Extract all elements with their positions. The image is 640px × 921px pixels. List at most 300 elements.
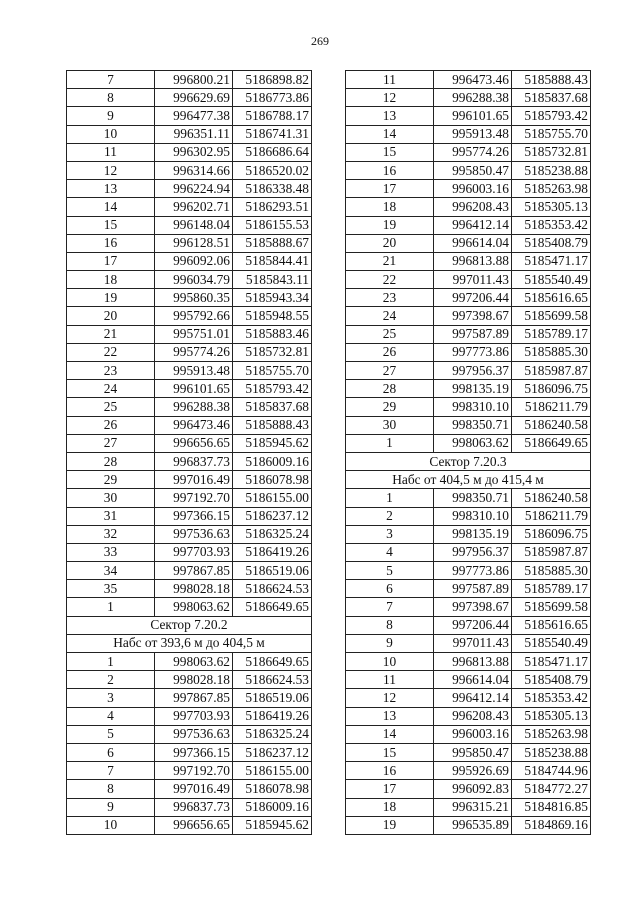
- point-number-cell: 14: [346, 125, 434, 143]
- table-row: [346, 143, 591, 161]
- table-row: [346, 616, 591, 634]
- point-number-cell: 14: [346, 725, 434, 743]
- y-coordinate-cell: 5185263.98: [512, 180, 591, 198]
- table-row: [67, 343, 312, 361]
- point-number-cell: 20: [346, 234, 434, 252]
- y-coordinate-cell: 5184869.16: [512, 816, 591, 834]
- x-coordinate-cell: 996813.88: [434, 252, 512, 270]
- table-row: [346, 525, 591, 543]
- y-coordinate-cell: 5185471.17: [512, 653, 591, 671]
- table-row: [67, 89, 312, 107]
- table-row: [67, 489, 312, 507]
- table-row: [67, 598, 312, 616]
- table-row: [67, 107, 312, 125]
- y-coordinate-cell: 5186325.24: [233, 725, 312, 743]
- point-number-cell: 13: [346, 107, 434, 125]
- y-coordinate-cell: 5184744.96: [512, 762, 591, 780]
- y-coordinate-cell: 5186686.64: [233, 143, 312, 161]
- x-coordinate-cell: 995850.47: [434, 161, 512, 179]
- point-number-cell: 12: [67, 161, 155, 179]
- x-coordinate-cell: 997206.44: [434, 289, 512, 307]
- table-row: [67, 416, 312, 434]
- x-coordinate-cell: 996412.14: [434, 689, 512, 707]
- point-number-cell: 4: [346, 543, 434, 561]
- x-coordinate-cell: 996148.04: [155, 216, 233, 234]
- point-number-cell: 2: [67, 671, 155, 689]
- table-row: [346, 434, 591, 452]
- x-coordinate-cell: 998135.19: [434, 525, 512, 543]
- point-number-cell: 7: [67, 762, 155, 780]
- point-number-cell: 5: [346, 562, 434, 580]
- x-coordinate-cell: 997011.43: [434, 271, 512, 289]
- x-coordinate-cell: 996629.69: [155, 89, 233, 107]
- y-coordinate-cell: 5185793.42: [512, 107, 591, 125]
- x-coordinate-cell: 997587.89: [434, 325, 512, 343]
- table-row: [67, 580, 312, 598]
- table-row: [67, 725, 312, 743]
- x-coordinate-cell: 996302.95: [155, 143, 233, 161]
- y-coordinate-cell: 5186155.00: [233, 489, 312, 507]
- x-coordinate-cell: 996208.43: [434, 198, 512, 216]
- point-number-cell: 7: [346, 598, 434, 616]
- point-number-cell: 20: [67, 307, 155, 325]
- point-number-cell: 9: [67, 798, 155, 816]
- point-number-cell: 27: [67, 434, 155, 452]
- x-coordinate-cell: 996473.46: [434, 71, 512, 89]
- y-coordinate-cell: 5185408.79: [512, 671, 591, 689]
- table-row: [67, 707, 312, 725]
- point-number-cell: 12: [346, 89, 434, 107]
- y-coordinate-cell: 5186096.75: [512, 525, 591, 543]
- x-coordinate-cell: 996101.65: [155, 380, 233, 398]
- y-coordinate-cell: 5185305.13: [512, 198, 591, 216]
- table-row: [346, 343, 591, 361]
- x-coordinate-cell: 997366.15: [155, 507, 233, 525]
- x-coordinate-cell: 995913.48: [155, 362, 233, 380]
- table-row: [67, 452, 312, 470]
- table-row: [67, 798, 312, 816]
- point-number-cell: 33: [67, 543, 155, 561]
- table-row: [346, 216, 591, 234]
- table-row: [67, 71, 312, 89]
- x-coordinate-cell: 996473.46: [155, 416, 233, 434]
- x-coordinate-cell: 996535.89: [434, 816, 512, 834]
- table-row: [346, 107, 591, 125]
- table-row: [346, 798, 591, 816]
- point-number-cell: 31: [67, 507, 155, 525]
- table-row: [346, 198, 591, 216]
- sector-title: Сектор 7.20.3: [346, 452, 591, 470]
- point-number-cell: 23: [346, 289, 434, 307]
- x-coordinate-cell: 996351.11: [155, 125, 233, 143]
- coordinates-table-right: [345, 70, 591, 835]
- x-coordinate-cell: 998063.62: [434, 434, 512, 452]
- point-number-cell: 13: [67, 180, 155, 198]
- y-coordinate-cell: 5185943.34: [233, 289, 312, 307]
- coordinates-table-left: [66, 70, 312, 835]
- table-row: [67, 543, 312, 561]
- point-number-cell: 1: [67, 598, 155, 616]
- x-coordinate-cell: 996092.06: [155, 252, 233, 270]
- table-row: [67, 471, 312, 489]
- point-number-cell: 24: [67, 380, 155, 398]
- y-coordinate-cell: 5186898.82: [233, 71, 312, 89]
- x-coordinate-cell: 997773.86: [434, 562, 512, 580]
- y-coordinate-cell: 5186338.48: [233, 180, 312, 198]
- table-row: [67, 762, 312, 780]
- section-header-row: [346, 471, 591, 489]
- x-coordinate-cell: 997773.86: [434, 343, 512, 361]
- x-coordinate-cell: 997956.37: [434, 543, 512, 561]
- point-number-cell: 14: [67, 198, 155, 216]
- point-number-cell: 12: [346, 689, 434, 707]
- table-row: [346, 89, 591, 107]
- y-coordinate-cell: 5185305.13: [512, 707, 591, 725]
- y-coordinate-cell: 5185837.68: [512, 89, 591, 107]
- y-coordinate-cell: 5185789.17: [512, 580, 591, 598]
- x-coordinate-cell: 997587.89: [434, 580, 512, 598]
- point-number-cell: 22: [67, 343, 155, 361]
- y-coordinate-cell: 5185699.58: [512, 307, 591, 325]
- x-coordinate-cell: 996101.65: [434, 107, 512, 125]
- y-coordinate-cell: 5185945.62: [233, 816, 312, 834]
- y-coordinate-cell: 5185540.49: [512, 634, 591, 652]
- table-row: [67, 125, 312, 143]
- point-number-cell: 35: [67, 580, 155, 598]
- y-coordinate-cell: 5186009.16: [233, 452, 312, 470]
- point-number-cell: 11: [346, 671, 434, 689]
- table-row: [346, 816, 591, 834]
- table-row: [346, 725, 591, 743]
- x-coordinate-cell: 996288.38: [155, 398, 233, 416]
- point-number-cell: 6: [346, 580, 434, 598]
- x-coordinate-cell: 997011.43: [434, 634, 512, 652]
- y-coordinate-cell: 5186325.24: [233, 525, 312, 543]
- y-coordinate-cell: 5186649.65: [233, 653, 312, 671]
- table-row: [67, 525, 312, 543]
- point-number-cell: 28: [67, 452, 155, 470]
- point-number-cell: 15: [346, 143, 434, 161]
- point-number-cell: 17: [346, 180, 434, 198]
- x-coordinate-cell: 998135.19: [434, 380, 512, 398]
- x-coordinate-cell: 995774.26: [434, 143, 512, 161]
- x-coordinate-cell: 996288.38: [434, 89, 512, 107]
- table-row: [346, 234, 591, 252]
- table-row: [346, 489, 591, 507]
- point-number-cell: 3: [346, 525, 434, 543]
- point-number-cell: 3: [67, 689, 155, 707]
- x-coordinate-cell: 997956.37: [434, 362, 512, 380]
- table-row: [67, 434, 312, 452]
- table-row: [346, 562, 591, 580]
- point-number-cell: 7: [67, 71, 155, 89]
- y-coordinate-cell: 5186624.53: [233, 580, 312, 598]
- table-row: [346, 598, 591, 616]
- y-coordinate-cell: 5185353.42: [512, 689, 591, 707]
- point-number-cell: 6: [67, 743, 155, 761]
- table-row: [346, 653, 591, 671]
- x-coordinate-cell: 998063.62: [155, 598, 233, 616]
- y-coordinate-cell: 5186009.16: [233, 798, 312, 816]
- table-row: [346, 398, 591, 416]
- y-coordinate-cell: 5186419.26: [233, 707, 312, 725]
- x-coordinate-cell: 996800.21: [155, 71, 233, 89]
- y-coordinate-cell: 5185843.11: [233, 271, 312, 289]
- y-coordinate-cell: 5186078.98: [233, 780, 312, 798]
- table-row: [67, 743, 312, 761]
- y-coordinate-cell: 5185755.70: [512, 125, 591, 143]
- y-coordinate-cell: 5186237.12: [233, 507, 312, 525]
- sector-subtitle: Набс от 393,6 м до 404,5 м: [67, 634, 312, 652]
- y-coordinate-cell: 5186096.75: [512, 380, 591, 398]
- y-coordinate-cell: 5186211.79: [512, 507, 591, 525]
- y-coordinate-cell: 5185408.79: [512, 234, 591, 252]
- x-coordinate-cell: 996034.79: [155, 271, 233, 289]
- table-row: [346, 125, 591, 143]
- y-coordinate-cell: 5185844.41: [233, 252, 312, 270]
- point-number-cell: 25: [67, 398, 155, 416]
- x-coordinate-cell: 996315.21: [434, 798, 512, 816]
- x-coordinate-cell: 997703.93: [155, 543, 233, 561]
- y-coordinate-cell: 5185238.88: [512, 743, 591, 761]
- table-row: [67, 198, 312, 216]
- point-number-cell: 19: [346, 816, 434, 834]
- point-number-cell: 10: [346, 653, 434, 671]
- point-number-cell: 9: [67, 107, 155, 125]
- y-coordinate-cell: 5185789.17: [512, 325, 591, 343]
- point-number-cell: 17: [67, 252, 155, 270]
- section-header-row: [346, 452, 591, 470]
- x-coordinate-cell: 996003.16: [434, 725, 512, 743]
- section-header-row: [67, 634, 312, 652]
- table-row: [346, 543, 591, 561]
- x-coordinate-cell: 997703.93: [155, 707, 233, 725]
- table-row: [346, 180, 591, 198]
- point-number-cell: 30: [67, 489, 155, 507]
- x-coordinate-cell: 996314.66: [155, 161, 233, 179]
- table-row: [346, 161, 591, 179]
- table-row: [346, 380, 591, 398]
- x-coordinate-cell: 998310.10: [434, 507, 512, 525]
- y-coordinate-cell: 5186237.12: [233, 743, 312, 761]
- table-row: [67, 362, 312, 380]
- x-coordinate-cell: 997398.67: [434, 307, 512, 325]
- y-coordinate-cell: 5186649.65: [233, 598, 312, 616]
- table-row: [346, 743, 591, 761]
- y-coordinate-cell: 5186240.58: [512, 489, 591, 507]
- point-number-cell: 8: [67, 780, 155, 798]
- point-number-cell: 30: [346, 416, 434, 434]
- table-row: [346, 362, 591, 380]
- y-coordinate-cell: 5186741.31: [233, 125, 312, 143]
- y-coordinate-cell: 5184816.85: [512, 798, 591, 816]
- y-coordinate-cell: 5185885.30: [512, 343, 591, 361]
- x-coordinate-cell: 996837.73: [155, 452, 233, 470]
- point-number-cell: 28: [346, 380, 434, 398]
- table-row: [346, 325, 591, 343]
- y-coordinate-cell: 5186519.06: [233, 689, 312, 707]
- y-coordinate-cell: 5185945.62: [233, 434, 312, 452]
- table-row: [67, 143, 312, 161]
- page-number: 269: [311, 34, 329, 48]
- x-coordinate-cell: 997206.44: [434, 616, 512, 634]
- table-row: [67, 307, 312, 325]
- y-coordinate-cell: 5186419.26: [233, 543, 312, 561]
- x-coordinate-cell: 997398.67: [434, 598, 512, 616]
- y-coordinate-cell: 5185948.55: [233, 307, 312, 325]
- point-number-cell: 2: [346, 507, 434, 525]
- x-coordinate-cell: 995850.47: [434, 743, 512, 761]
- point-number-cell: 15: [67, 216, 155, 234]
- x-coordinate-cell: 995774.26: [155, 343, 233, 361]
- point-number-cell: 11: [67, 143, 155, 161]
- point-number-cell: 25: [346, 325, 434, 343]
- x-coordinate-cell: 997016.49: [155, 471, 233, 489]
- y-coordinate-cell: 5185987.87: [512, 362, 591, 380]
- x-coordinate-cell: 998310.10: [434, 398, 512, 416]
- x-coordinate-cell: 996656.65: [155, 816, 233, 834]
- point-number-cell: 16: [346, 161, 434, 179]
- y-coordinate-cell: 5186211.79: [512, 398, 591, 416]
- y-coordinate-cell: 5186773.86: [233, 89, 312, 107]
- x-coordinate-cell: 997366.15: [155, 743, 233, 761]
- y-coordinate-cell: 5185263.98: [512, 725, 591, 743]
- x-coordinate-cell: 996412.14: [434, 216, 512, 234]
- y-coordinate-cell: 5186624.53: [233, 671, 312, 689]
- table-row: [346, 671, 591, 689]
- y-coordinate-cell: 5184772.27: [512, 780, 591, 798]
- x-coordinate-cell: 997536.63: [155, 525, 233, 543]
- x-coordinate-cell: 997536.63: [155, 725, 233, 743]
- y-coordinate-cell: 5186155.00: [233, 762, 312, 780]
- x-coordinate-cell: 996202.71: [155, 198, 233, 216]
- table-row: [67, 780, 312, 798]
- table-row: [67, 671, 312, 689]
- y-coordinate-cell: 5186078.98: [233, 471, 312, 489]
- table-row: [67, 234, 312, 252]
- x-coordinate-cell: 998028.18: [155, 671, 233, 689]
- y-coordinate-cell: 5185471.17: [512, 252, 591, 270]
- table-row: [67, 380, 312, 398]
- point-number-cell: 16: [67, 234, 155, 252]
- y-coordinate-cell: 5185616.65: [512, 289, 591, 307]
- x-coordinate-cell: 995792.66: [155, 307, 233, 325]
- table-row: [346, 780, 591, 798]
- point-number-cell: 8: [346, 616, 434, 634]
- point-number-cell: 26: [346, 343, 434, 361]
- y-coordinate-cell: 5185888.43: [512, 71, 591, 89]
- table-row: [67, 507, 312, 525]
- point-number-cell: 8: [67, 89, 155, 107]
- table-row: [346, 71, 591, 89]
- table-row: [346, 580, 591, 598]
- table-row: [67, 161, 312, 179]
- point-number-cell: 29: [346, 398, 434, 416]
- y-coordinate-cell: 5185885.30: [512, 562, 591, 580]
- y-coordinate-cell: 5185888.43: [233, 416, 312, 434]
- point-number-cell: 32: [67, 525, 155, 543]
- table-row: [346, 307, 591, 325]
- table-row: [346, 289, 591, 307]
- y-coordinate-cell: 5185238.88: [512, 161, 591, 179]
- x-coordinate-cell: 996092.83: [434, 780, 512, 798]
- x-coordinate-cell: 996477.38: [155, 107, 233, 125]
- x-coordinate-cell: 996813.88: [434, 653, 512, 671]
- x-coordinate-cell: 995751.01: [155, 325, 233, 343]
- x-coordinate-cell: 997192.70: [155, 489, 233, 507]
- x-coordinate-cell: 996614.04: [434, 234, 512, 252]
- left-table-body: [67, 71, 312, 835]
- point-number-cell: 18: [67, 271, 155, 289]
- y-coordinate-cell: 5185540.49: [512, 271, 591, 289]
- table-row: [67, 252, 312, 270]
- x-coordinate-cell: 998350.71: [434, 416, 512, 434]
- point-number-cell: 5: [67, 725, 155, 743]
- y-coordinate-cell: 5185987.87: [512, 543, 591, 561]
- y-coordinate-cell: 5186519.06: [233, 562, 312, 580]
- point-number-cell: 22: [346, 271, 434, 289]
- point-number-cell: 16: [346, 762, 434, 780]
- point-number-cell: 11: [346, 71, 434, 89]
- point-number-cell: 13: [346, 707, 434, 725]
- point-number-cell: 21: [67, 325, 155, 343]
- y-coordinate-cell: 5185699.58: [512, 598, 591, 616]
- point-number-cell: 1: [346, 489, 434, 507]
- point-number-cell: 21: [346, 252, 434, 270]
- table-row: [67, 816, 312, 834]
- x-coordinate-cell: 996224.94: [155, 180, 233, 198]
- y-coordinate-cell: 5186240.58: [512, 416, 591, 434]
- y-coordinate-cell: 5185732.81: [512, 143, 591, 161]
- x-coordinate-cell: 997192.70: [155, 762, 233, 780]
- y-coordinate-cell: 5185353.42: [512, 216, 591, 234]
- table-row: [67, 325, 312, 343]
- x-coordinate-cell: 995913.48: [434, 125, 512, 143]
- x-coordinate-cell: 997867.85: [155, 689, 233, 707]
- sector-title: Сектор 7.20.2: [67, 616, 312, 634]
- section-header-row: [67, 616, 312, 634]
- table-row: [67, 689, 312, 707]
- point-number-cell: 19: [67, 289, 155, 307]
- point-number-cell: 17: [346, 780, 434, 798]
- point-number-cell: 1: [346, 434, 434, 452]
- table-row: [67, 398, 312, 416]
- point-number-cell: 18: [346, 798, 434, 816]
- table-row: [67, 653, 312, 671]
- point-number-cell: 27: [346, 362, 434, 380]
- y-coordinate-cell: 5185837.68: [233, 398, 312, 416]
- x-coordinate-cell: 997016.49: [155, 780, 233, 798]
- y-coordinate-cell: 5186788.17: [233, 107, 312, 125]
- point-number-cell: 10: [67, 125, 155, 143]
- table-row: [346, 507, 591, 525]
- point-number-cell: 15: [346, 743, 434, 761]
- y-coordinate-cell: 5185616.65: [512, 616, 591, 634]
- y-coordinate-cell: 5185755.70: [233, 362, 312, 380]
- point-number-cell: 34: [67, 562, 155, 580]
- table-row: [346, 416, 591, 434]
- x-coordinate-cell: 998350.71: [434, 489, 512, 507]
- point-number-cell: 10: [67, 816, 155, 834]
- x-coordinate-cell: 996128.51: [155, 234, 233, 252]
- x-coordinate-cell: 996656.65: [155, 434, 233, 452]
- point-number-cell: 23: [67, 362, 155, 380]
- point-number-cell: 24: [346, 307, 434, 325]
- point-number-cell: 1: [67, 653, 155, 671]
- table-row: [346, 634, 591, 652]
- x-coordinate-cell: 996837.73: [155, 798, 233, 816]
- y-coordinate-cell: 5186649.65: [512, 434, 591, 452]
